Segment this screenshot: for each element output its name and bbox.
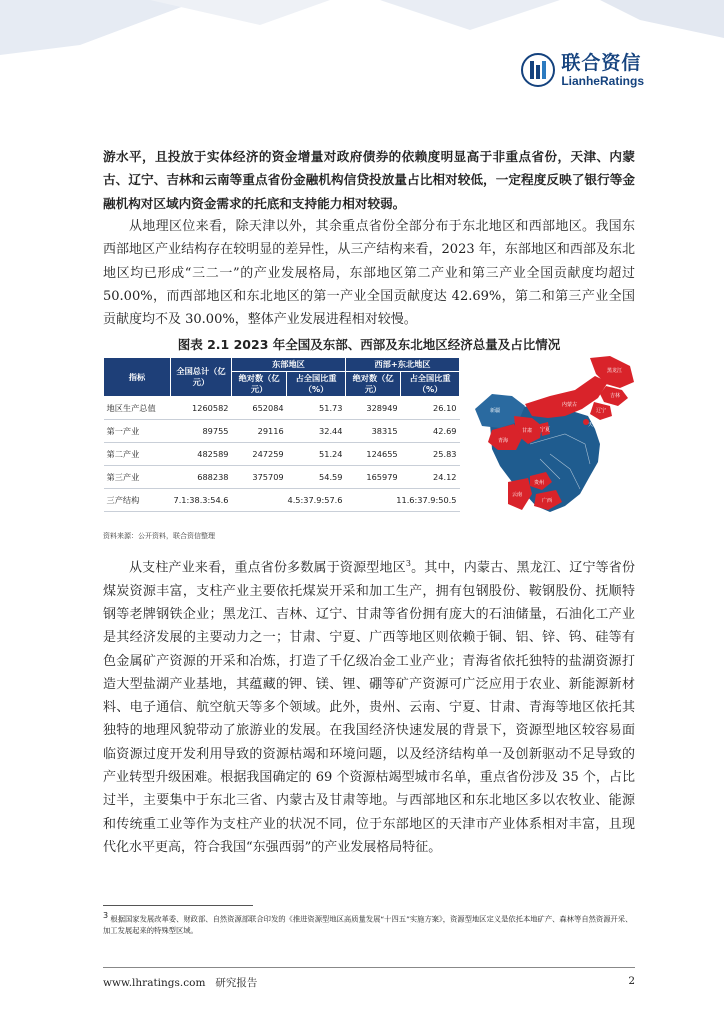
map-label-xinjiang: 新疆 xyxy=(490,408,501,414)
footnote: $^3$ 根据国家发展改革委、财政部、自然资源部联合印发的《推进资源型地区高质量发展“十四五”实施方案》，资源型地区定义是依托本地矿产、森林等自然资源开采、加工发展起来的特殊型区域。 xyxy=(103,911,633,936)
header-west-ne: 西部+东北地区 xyxy=(345,358,459,372)
header-east-share: 占全国比重（%） xyxy=(287,372,346,397)
map-label-gansu: 甘肃 xyxy=(522,428,533,434)
paragraph-2: 从地理区位来看，除天津以外，其余重点省份全部分布于东北地区和西部地区。我国东西部地区产业结构存在较明显的差异性，从三产结构来看，2023 年，东部地区和西部及东北地区均已形成“三二一”的产业发展格局，东部地区第二产业和第三产业全国贡献度均超过 50.00%，而西部地区和东北地区的第一产业全国贡献度达 42.69%，第二和第三产业全国贡献度均不及 30.00%，整体产业发展进程相对较慢。 xyxy=(103,219,635,328)
table-row: 第三产业 688238 375709 54.59 165979 24.12 xyxy=(104,466,460,489)
footer-label: 研究报告 xyxy=(215,977,258,989)
table-row: 三产结构 7.1:38.3:54.6 4.5:37.9:57.6 11.6:37.9:50.5 xyxy=(104,489,460,512)
footnote-divider xyxy=(103,905,253,906)
footer-divider xyxy=(103,967,635,968)
footer-site-link[interactable]: www.lhratings.com xyxy=(103,977,206,989)
paragraph-1: 游水平，且投放于实体经济的资金增量对政府债券的依赖度明显高于非重点省份，天津、内蒙古、辽宁、吉林和云南等重点省份金融机构信贷投放量占比相对较低，一定程度反映了银行等金融机构对区域内资金需求的托底和支持能力相对较弱。 xyxy=(103,149,635,211)
header-decoration xyxy=(0,0,724,60)
map-label-heilongjiang: 黑龙江 xyxy=(607,368,623,374)
map-label-ningxia: 宁夏 xyxy=(540,427,551,433)
brand-name-en: LianheRatings xyxy=(561,74,644,88)
header-indicator: 指标 xyxy=(104,358,171,397)
header-east: 东部地区 xyxy=(232,358,346,372)
header-east-abs: 绝对数（亿元） xyxy=(232,372,287,397)
paragraph-3: 从支柱产业来看，重点省份多数属于资源型地区$^3$。其中，内蒙古、黑龙江、辽宁等省份煤炭资源丰富，支柱产业主要依托煤炭开采和加工生产，拥有包钢股份、鞍钢股份、抚顺特钢等老牌钢铁企业；黑龙江、吉林、辽宁、甘肃等省份拥有庞大的石油储量，石油化工产业是其经济发展的主要动力之一；甘肃、宁夏、广西等地区则依赖于铜、铝、锌、钨、硅等有色金属矿产资源的开采和冶炼，打造了千亿级冶金工业产业；青海省依托独特的盐湖资源打造大型盐湖产业基地，其蕴藏的钾、镁、锂、硼等矿产资源可广泛应用于农业、新能源新材料、电子通信、航空航天等多个领域。此外，贵州、云南、宁夏、甘肃、青海等地区依托其独特的地理风貌带动了旅游业的发展。在我国经济快速发展的背景下，资源型地区较容易面临资源过度开发利用导致的资源枯竭和环境问题，以及经济结构单一及创新驱动不足导致的产业转型升级困难。根据我国确定的 69 个资源枯竭型城市名单，重点省份涉及 35 个，占比过半，主要集中于东北三省、内蒙古及甘肃等地。与西部地区和东北地区多以农牧业、能源和传统重工业等作为支柱产业的状况不同，位于东部地区的天津市产业体系相对丰富，且现代化水平更高，符合我国“东强西弱”的产业发展格局特征。 xyxy=(103,559,635,855)
map-label-yunnan: 云南 xyxy=(512,492,523,498)
footer-left xyxy=(103,975,257,990)
header-west-abs: 绝对数（亿元） xyxy=(345,372,400,397)
china-map xyxy=(470,354,640,526)
table-row: 地区生产总值 1260582 652084 51.73 328949 26.10 xyxy=(104,397,460,420)
table-row: 第二产业 482589 247259 51.24 124655 25.83 xyxy=(104,443,460,466)
figure-source: 资料来源：公开资料，联合资信整理 xyxy=(103,532,215,540)
page-number: 2 xyxy=(628,975,635,987)
map-label-qinghai: 青海 xyxy=(498,438,509,444)
map-label-tianjin: 天津 xyxy=(588,422,599,428)
figure-title: 图表 2.1 2023 年全国及东部、西部及东北地区经济总量及占比情况 xyxy=(177,337,561,352)
brand-name-cn: 联合资信 xyxy=(561,52,642,74)
lianhe-logo-icon xyxy=(521,53,555,87)
header-national-total: 全国总计（亿元） xyxy=(171,358,232,397)
map-label-liaoning: 辽宁 xyxy=(596,408,607,414)
table-row: 第一产业 89755 29116 32.44 38315 42.69 xyxy=(104,420,460,443)
map-label-neimenggu: 内蒙古 xyxy=(562,402,578,408)
map-label-jilin: 吉林 xyxy=(610,393,621,399)
brand-logo xyxy=(521,52,644,88)
header-west-share: 占全国比重（%） xyxy=(401,372,460,397)
economy-table xyxy=(103,357,460,512)
map-label-guizhou: 贵州 xyxy=(534,480,545,486)
footnote-ref: 3 xyxy=(405,559,411,568)
map-label-guangxi: 广西 xyxy=(542,498,553,504)
